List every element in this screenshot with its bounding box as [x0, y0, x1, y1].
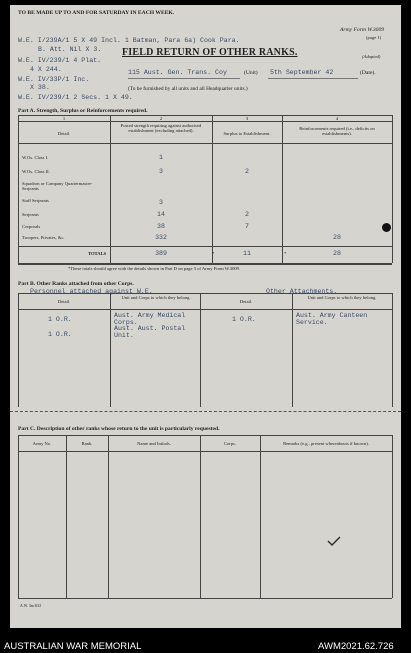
part-a-row-surplus: 2	[245, 211, 249, 218]
furnished-note: (To be furnished by all units and all Headquarter units.)	[128, 86, 248, 92]
part-b-note-right: Other Attachments.	[266, 288, 338, 295]
part-b-right-unit: Aust. Army Canteen Service.	[296, 312, 368, 326]
part-c-header-rank: Rank.	[81, 441, 93, 446]
punch-hole	[382, 223, 391, 232]
part-b-note-left: Personnel attached against W.E.	[30, 288, 153, 295]
part-a-totals-label: TOTALS	[88, 251, 107, 256]
part-a-header-surplus: Surplus to Establishment.	[223, 131, 271, 136]
part-a-total-reinforcements: 28	[333, 250, 341, 257]
part-a-row-detail: W.Os. Class I.	[22, 155, 49, 160]
typed-establishment-line-1: W.E. I/239A/1 5 X 49 Incl. 1 Batman, Para 6a) Cook Para.	[18, 37, 240, 44]
part-c-header-corps: Corps.	[223, 441, 237, 446]
part-a-row-posted: 1	[159, 154, 163, 161]
part-b-left-unit: Aust. Army Medical Corps.	[114, 312, 186, 326]
date-value: 5th September 42	[270, 69, 334, 76]
part-a-header-reinforcements: Reinforcements required (i.e., deficits on establishments).	[299, 126, 375, 136]
typed-establishment-line-6: X 38.	[30, 84, 50, 91]
typed-establishment-line-7: W.E. IV/239/1 2 Secs. 1 X 49.	[18, 94, 133, 101]
part-a-row-posted: 332	[155, 234, 167, 241]
part-b-header-unit-left: Unit and Corps to which they belong.	[121, 295, 191, 300]
part-a-footnote: *These totals should agree with the details shown in Part D on page 3 of Army Form W.3009.	[68, 266, 241, 271]
part-a-row-detail: Serjeants	[22, 212, 39, 217]
part-a-col-number-2: 2	[159, 116, 163, 121]
part-a-row-detail: Corporals	[22, 224, 41, 229]
part-c-header-name: Name and Initials.	[137, 441, 171, 446]
typed-establishment-line-5: W.E. IV/33P/1 Inc.	[18, 76, 90, 83]
part-a-col-number-4: 4	[335, 116, 339, 121]
archive-id: AWM2021.62.726	[318, 641, 394, 652]
part-a-row-surplus: 7	[245, 223, 249, 230]
form-adapted: (Adapted)	[362, 54, 381, 59]
typed-establishment-line-4: 4 X 244.	[30, 66, 62, 73]
part-a-row-posted: 38	[157, 223, 165, 230]
part-b-right-detail: 1 O.R.	[232, 316, 256, 323]
part-c-header-army-no: Army No.	[32, 441, 52, 446]
unit-value: 115 Aust. Gen. Trans. Coy	[128, 69, 227, 76]
part-c-title: Part C. Description of other ranks whose return to the unit is particularly requested.	[18, 426, 220, 432]
part-a-header-posted: Posted strength requiring against authorised establishment (excluding attached).	[120, 123, 202, 133]
archive-name: AUSTRALIAN WAR MEMORIAL	[4, 641, 142, 652]
typed-establishment-line-3: W.E. IV/239/1 4 Plat.	[18, 57, 102, 64]
form-page-number: (page 1)	[366, 35, 382, 40]
part-a-total-surplus: 11	[243, 250, 251, 257]
part-a-title: Part A. Strength, Surplus or Reinforcements required.	[18, 108, 148, 114]
part-a-row-surplus: 2	[245, 168, 249, 175]
part-a-row-detail: Squadron or Company Quartermaster-Serjeants	[22, 181, 93, 191]
part-b-left-detail: 1 O.R.	[48, 331, 72, 338]
part-b-title: Part B. Other Ranks attached from other Corps.	[18, 281, 134, 287]
part-b-left-unit: Aust. Aust. Postal Unit.	[114, 325, 186, 339]
date-label: (Date).	[360, 70, 376, 76]
part-c-header-remarks: Remarks (e.g., present whereabouts if known).	[283, 441, 369, 446]
form-title: FIELD RETURN OF OTHER RANKS.	[122, 47, 298, 58]
part-a-row-detail: W.Os. Class II.	[22, 169, 50, 174]
part-a-row-detail: Staff Serjeants	[22, 198, 49, 203]
part-a-header-detail: Detail.	[57, 131, 71, 136]
part-a-col-number-1: 1	[62, 116, 66, 121]
part-a-col-number-3: 3	[245, 116, 249, 121]
part-a-row-posted: 3	[159, 168, 163, 175]
check-mark-icon	[326, 535, 342, 547]
part-b-header-unit-right: Unit and Corps to which they belong.	[307, 295, 377, 300]
print-code: A.W. 3m 8/41	[20, 604, 42, 608]
part-b-header-detail-left: Detail.	[57, 299, 71, 304]
typed-establishment-line-2: B. Att. Nil X 3.	[38, 46, 102, 53]
part-a-row-posted: 3	[159, 199, 163, 206]
part-b-left-detail: 1 O.R.	[48, 316, 72, 323]
form-page: TO BE MADE UP TO AND FOR SATURDAY IN EACH WEEK. Army Form W.3009 (page 1) (Adapted) W.E. I/239A/1 5 X 49 Incl. 1 Batman, Para 6a) Cook Para. B. Att. Nil X 3. W.E. IV/239/1 4 Plat. 4 X 244. W.E. IV/33P/1 Inc. X 38. W.E. IV/239/1 2 Secs. 1 X 49. FIELD RETURN OF OTHER RANKS. 115 Aust. Gen. Trans. Coy (Unit) 5th September 42 (Date). (To be furnished by all units and all Headquarter units.) Part A. Strength, Surplus or Reinforcements required. 1 2 3 4 Detail. Posted strength requiring against authorised establishment (excluding attached). Surplus to Establishment. Reinforcements required (i.e., deficits on establishments). W.Os. Class I. 1 W.Os. Class II. 3 2 Squadron or Company Quartermaster-Serjeants Staff Serjeants 3 Serjeants 14 2 Corporals 38 7 Troopers, Privates, &c. 332 28 TOTALS 389 11 28 * * *These totals should agree with the details shown in Part D on page 3 of Army Form W.3009. Part B. Other Ranks attached from other Corps. Personnel attached against W.E. Other Attachments. Detail. Unit and Corps to which they belong. Detail. Unit and Corps to which they belong. 1 O.R. Aust. Army Medical Corps. 1 O.R. Aust. Aust. Postal Unit. 1 O.R. Aust. Army Canteen Service. Part C. Description of other ranks whose return to the unit is particularly requested. Army No. Rank. Name and Initials. Corps. Remarks (e.g., present whereabouts if known). A.W. 3m 8/41	[10, 5, 401, 628]
part-a-row-posted: 14	[157, 211, 165, 218]
part-b-header-detail-right: Detail.	[239, 299, 253, 304]
unit-label: (Unit)	[244, 70, 258, 76]
part-a-row-detail: Troopers, Privates, &c.	[22, 235, 65, 240]
form-notice: TO BE MADE UP TO AND FOR SATURDAY IN EACH WEEK.	[18, 10, 175, 16]
part-a-row-reinforcements: 28	[333, 234, 341, 241]
part-a-total-posted: 389	[155, 250, 167, 257]
archive-footer	[0, 640, 411, 653]
form-number: Army Form W.3009	[340, 27, 385, 33]
